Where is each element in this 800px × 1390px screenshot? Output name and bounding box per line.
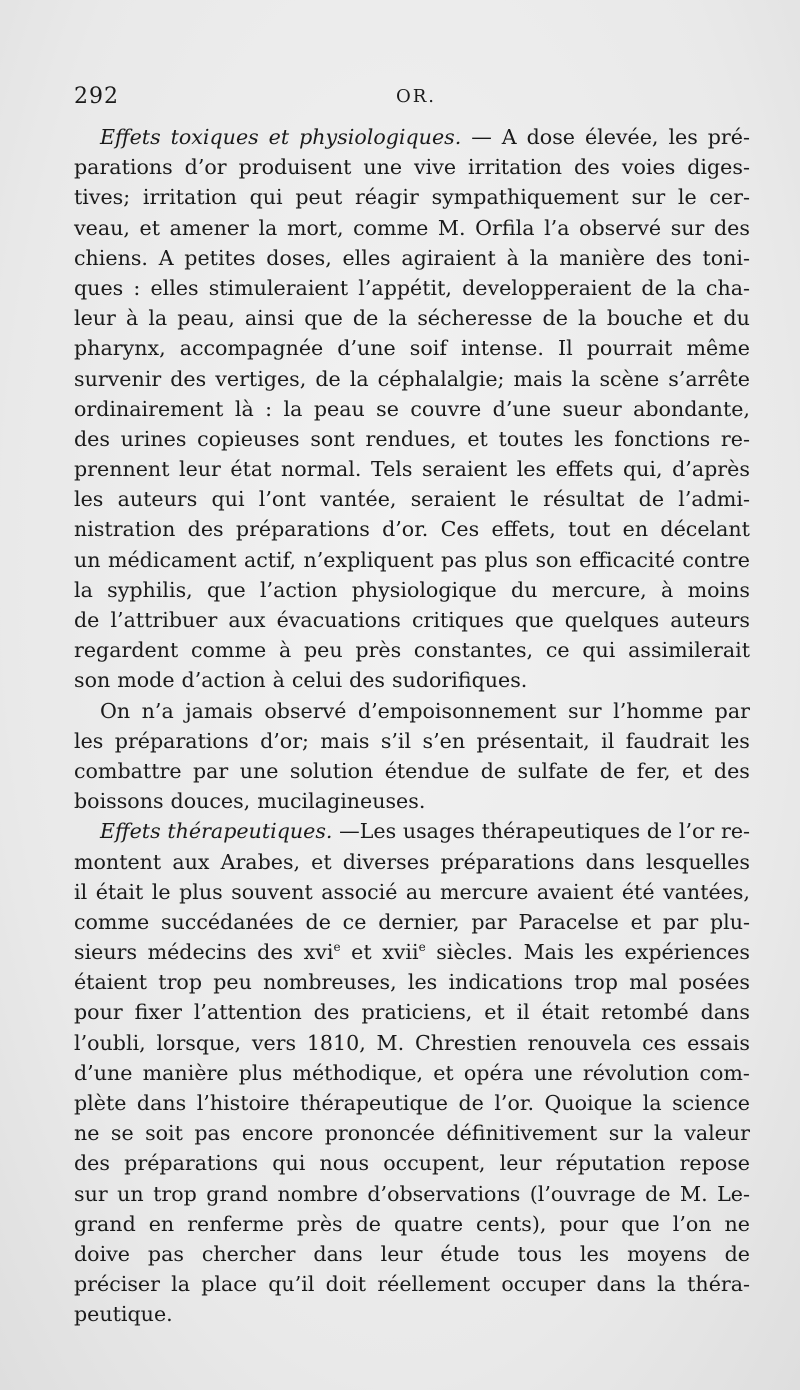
text-line: nistration des préparations d’or. Ces effets, tout en décelant: [74, 517, 750, 542]
text-line: pour fixer l’attention des praticiens, et il était retombé dans: [74, 1000, 750, 1025]
text-line: il était le plus souvent associé au mercure avaient été vantées,: [74, 879, 750, 904]
text-line: l’oubli, lorsque, vers 1810, M. Chrestien renouvela ces essais: [74, 1030, 750, 1055]
text-line: leur à la peau, ainsi que de la sécheresse de la bouche et du: [74, 306, 750, 331]
text-line: des préparations qui nous occupent, leur réputation repose: [74, 1151, 750, 1176]
page-header: [74, 84, 750, 114]
text-line: les auteurs qui l’ont vantée, seraient le résultat de l’admi-: [74, 487, 750, 512]
text-line: chiens. A petites doses, elles agiraient à la manière des toni-: [74, 245, 750, 270]
text-line: On n’a jamais observé d’empoisonnement sur l’homme par: [100, 698, 750, 723]
text-line: doive pas chercher dans leur étude tous les moyens de: [74, 1241, 750, 1266]
text-line: regardent comme à peu près constantes, ce qui assimilerait: [74, 638, 750, 663]
text-line: tives; irritation qui peut réagir sympathiquement sur le cer-: [74, 185, 750, 210]
paragraph: [74, 122, 750, 696]
text-line: ordinairement là : la peau se couvre d’une sueur abondante,: [74, 396, 750, 421]
text-line: préciser la place qu’il doit réellement occuper dans la théra-: [74, 1272, 750, 1297]
text-line: son mode d’action à celui des sudorifiques.: [74, 668, 528, 693]
text-line: ques : elles stimuleraient l’appétit, developperaient de la cha-: [74, 275, 750, 300]
text-line: d’une manière plus méthodique, et opéra une révolution com-: [74, 1060, 750, 1085]
text-line: Effets thérapeutiques. —Les usages thérapeutiques de l’or re-: [100, 819, 750, 844]
text-line: des urines copieuses sont rendues, et toutes les fonctions re-: [74, 426, 750, 451]
running-head: OR.: [396, 86, 437, 107]
text-line: la syphilis, que l’action physiologique du mercure, à moins: [74, 577, 750, 602]
text-line: pharynx, accompagnée d’une soif intense. Il pourrait même: [74, 336, 750, 361]
body-text: [74, 122, 750, 1330]
text-line: boissons douces, mucilagineuses.: [74, 789, 426, 814]
page-number: 292: [74, 84, 119, 109]
text-line: peutique.: [74, 1302, 173, 1327]
text-line: sur un trop grand nombre d’observations (l’ouvrage de M. Le-: [74, 1181, 750, 1206]
text-line: étaient trop peu nombreuses, les indications trop mal posées: [74, 970, 750, 995]
paragraph: [74, 696, 750, 817]
text-line: plète dans l’histoire thérapeutique de l’or. Quoique la science: [74, 1091, 750, 1115]
text-line: montent aux Arabes, et diverses préparations dans lesquelles: [74, 849, 750, 874]
text-line: parations d’or produisent une vive irritation des voies diges-: [74, 155, 750, 180]
text-line: Effets toxiques et physiologiques. — A dose élevée, les pré-: [100, 125, 750, 149]
text-line: sieurs médecins des xvi$^e$ et xvii$^e$ siècles. Mais les expériences: [74, 940, 750, 965]
text-line: survenir des vertiges, de la céphalalgie; mais la scène s’arrête: [74, 366, 750, 391]
text-line: grand en renferme près de quatre cents), pour que l’on ne: [74, 1211, 750, 1236]
text-line: ne se soit pas encore prononcée définitivement sur la valeur: [74, 1121, 750, 1146]
text-line: un médicament actif, n’expliquent pas plus son efficacité contre: [74, 547, 750, 572]
text-line: combattre par une solution étendue de sulfate de fer, et des: [74, 758, 750, 783]
text-line: prennent leur état normal. Tels seraient les effets qui, d’après: [74, 457, 750, 482]
text-line: comme succédanées de ce dernier, par Paracelse et par plu-: [74, 909, 750, 934]
paragraph: [74, 816, 750, 1329]
text-line: de l’attribuer aux évacuations critiques que quelques auteurs: [74, 608, 750, 632]
text-line: veau, et amener la mort, comme M. Orfila l’a observé sur des: [74, 215, 750, 240]
text-line: les préparations d’or; mais s’il s’en présentait, il faudrait les: [74, 728, 750, 753]
